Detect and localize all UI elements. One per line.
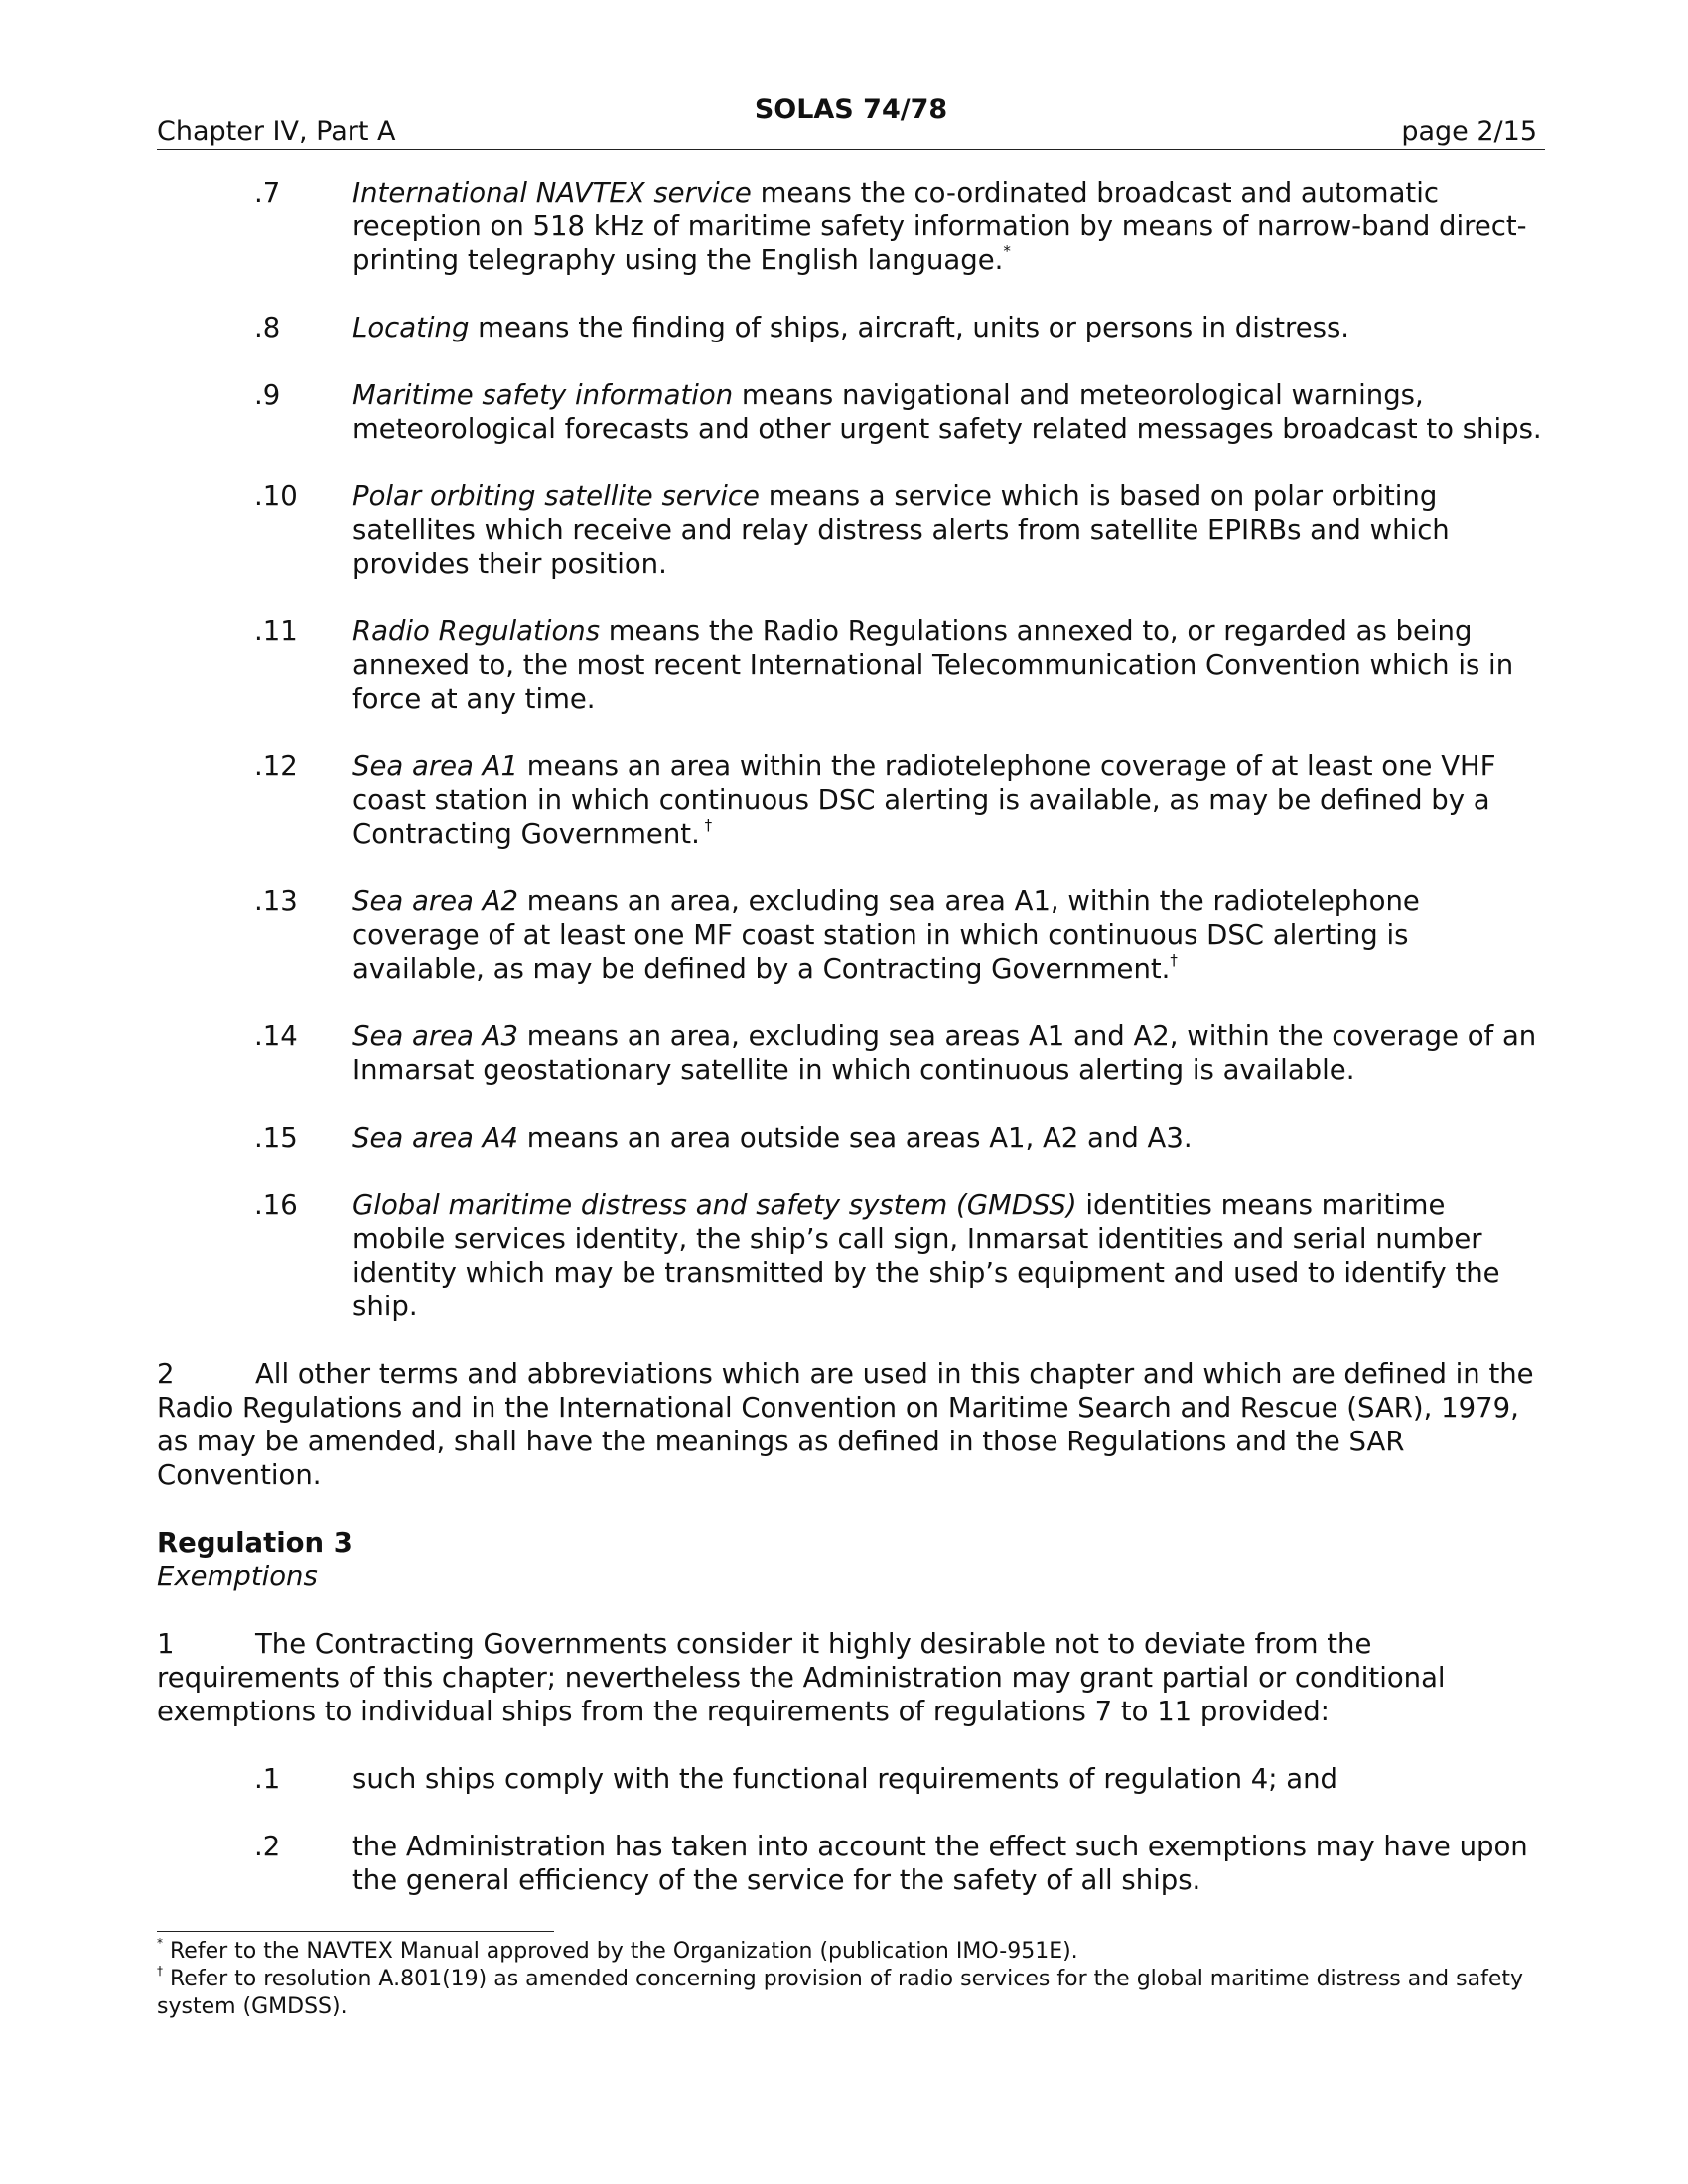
- item-number: .1: [254, 1763, 281, 1795]
- header-chapter: Chapter IV, Part A: [157, 116, 396, 147]
- item-number: .2: [254, 1831, 281, 1862]
- item-number: .13: [254, 886, 298, 917]
- item-number: .16: [254, 1189, 298, 1221]
- item-number: .8: [254, 312, 281, 343]
- definition-item: [157, 479, 1545, 581]
- footnote-mark: †: [157, 1963, 163, 1978]
- header-title: SOLAS 74/78: [754, 94, 948, 125]
- defined-term: Global maritime distress and safety system (GMDSS): [352, 1189, 1077, 1221]
- header-page-number: page 2/15: [1401, 116, 1537, 147]
- definition-item: [157, 1020, 1545, 1087]
- defined-term: Polar orbiting satellite service: [352, 480, 760, 512]
- item-number: .12: [254, 751, 298, 782]
- definition-body: means a service which is based on polar orbiting satellites which receive and relay distress alerts from satellite EPIRBs and which provides their position.: [352, 480, 1450, 580]
- definition-item: [157, 378, 1545, 446]
- regulation-title: Regulation 3: [157, 1527, 352, 1559]
- footnote-text: Refer to resolution A.801(19) as amended concerning provision of radio services for the global maritime distress and safety system (GMDSS).: [157, 1967, 1523, 2019]
- definition-body: means an area, excluding sea area A1, within the radiotelephone coverage of at least one MF coast station in which continuous DSC alerting is available, as may be defined by a Contracting Government.: [352, 886, 1420, 985]
- definition-body: means an area outside sea areas A1, A2 and A3.: [517, 1122, 1193, 1154]
- definition-body: means the finding of ships, aircraft, units or persons in distress.: [469, 312, 1350, 343]
- item-text: [352, 378, 1544, 446]
- item-number: .10: [254, 480, 298, 512]
- item-text: the Administration has taken into account the effect such exemptions may have upon the general efficiency of the service for the safety of all ships.: [352, 1831, 1528, 1896]
- item-text: such ships comply with the functional requirements of regulation 4; and: [352, 1763, 1338, 1795]
- item-number: .9: [254, 379, 281, 411]
- defined-term: International NAVTEX service: [352, 177, 752, 208]
- footnote: [157, 1935, 1542, 1966]
- item-text: [352, 614, 1544, 716]
- paragraph-2: [157, 1357, 1542, 1492]
- regulation-subtitle: Exemptions: [157, 1561, 318, 1592]
- item-number: .15: [254, 1122, 298, 1154]
- footnote-ref: *: [1003, 241, 1011, 260]
- definition-body: means an area, excluding sea areas A1 and A2, within the coverage of an Inmarsat geostationary satellite in which continuous alerting is available.: [352, 1021, 1537, 1086]
- item-text: [352, 176, 1544, 277]
- footnote: [157, 1963, 1542, 2021]
- defined-term: Sea area A1: [352, 751, 518, 782]
- definition-item: [157, 1188, 1545, 1323]
- defined-term: Sea area A4: [352, 1122, 518, 1154]
- regulation-paragraph-1: [157, 1627, 1542, 1728]
- defined-term: Locating: [352, 312, 470, 343]
- item-text: [352, 750, 1544, 851]
- item-number: .7: [254, 177, 281, 208]
- definitions-list: [157, 176, 1545, 1323]
- item-text: [352, 1121, 1544, 1155]
- paragraph-text: The Contracting Governments consider it highly desirable not to deviate from the requirements of this chapter; nevertheless the Administration may grant partial or conditional exemptions to individual ships from the requirements of regulations 7 to 11 provided:: [157, 1628, 1446, 1727]
- definition-item: [157, 614, 1545, 716]
- definition-item: [157, 176, 1545, 277]
- footnote-text: Refer to the NAVTEX Manual approved by the Organization (publication IMO-951E).: [163, 1939, 1078, 1964]
- page-header: [157, 94, 1545, 150]
- item-text: [352, 311, 1544, 344]
- definition-item: [157, 311, 1545, 344]
- condition-item: [157, 1830, 1545, 1897]
- item-number: .11: [254, 615, 298, 647]
- definition-body: means an area within the radiotelephone coverage of at least one VHF coast station in which continuous DSC alerting is available, as may be defined by a Contracting Government.: [352, 751, 1496, 850]
- definition-item: [157, 1121, 1545, 1155]
- document-page: [157, 94, 1545, 2021]
- definition-body: means the Radio Regulations annexed to, or regarded as being annexed to, the most recent International Telecommunication Convention which is in force at any time.: [352, 615, 1514, 715]
- item-text: [352, 885, 1544, 986]
- defined-term: Sea area A2: [352, 886, 518, 917]
- definition-item: [157, 885, 1545, 986]
- item-text: [352, 1020, 1544, 1087]
- definition-body: identities means maritime mobile services identity, the ship’s call sign, Inmarsat identities and serial number identity which may be transmitted by the ship’s equipment and used to identify the ship.: [352, 1189, 1500, 1322]
- paragraph-text: All other terms and abbreviations which are used in this chapter and which are defined in the Radio Regulations and in the International Convention on Maritime Search and Rescue (SAR), 1979, as may be amended, shall have the meanings as defined in those Regulations and the SAR Convention.: [157, 1358, 1534, 1491]
- definition-item: [157, 750, 1545, 851]
- item-number: .14: [254, 1021, 298, 1052]
- footnote-ref: †: [699, 815, 713, 834]
- item-text: [352, 479, 1544, 581]
- item-text: [352, 1188, 1544, 1323]
- paragraph-number: 1: [157, 1628, 175, 1660]
- definition-body: means the co-ordinated broadcast and automatic reception on 518 kHz of maritime safety information by means of narrow-band direct-printing telegraphy using the English language.: [352, 177, 1527, 276]
- condition-item: [157, 1762, 1545, 1796]
- footnote-divider: [157, 1931, 554, 1932]
- defined-term: Maritime safety information: [352, 379, 734, 411]
- footnote-ref: †: [1170, 950, 1178, 969]
- defined-term: Sea area A3: [352, 1021, 518, 1052]
- definition-body: means navigational and meteorological warnings, meteorological forecasts and other urgent safety related messages broadcast to ships.: [352, 379, 1542, 445]
- paragraph-number: 2: [157, 1358, 175, 1390]
- defined-term: Radio Regulations: [352, 615, 601, 647]
- footnote-mark: *: [157, 1935, 163, 1950]
